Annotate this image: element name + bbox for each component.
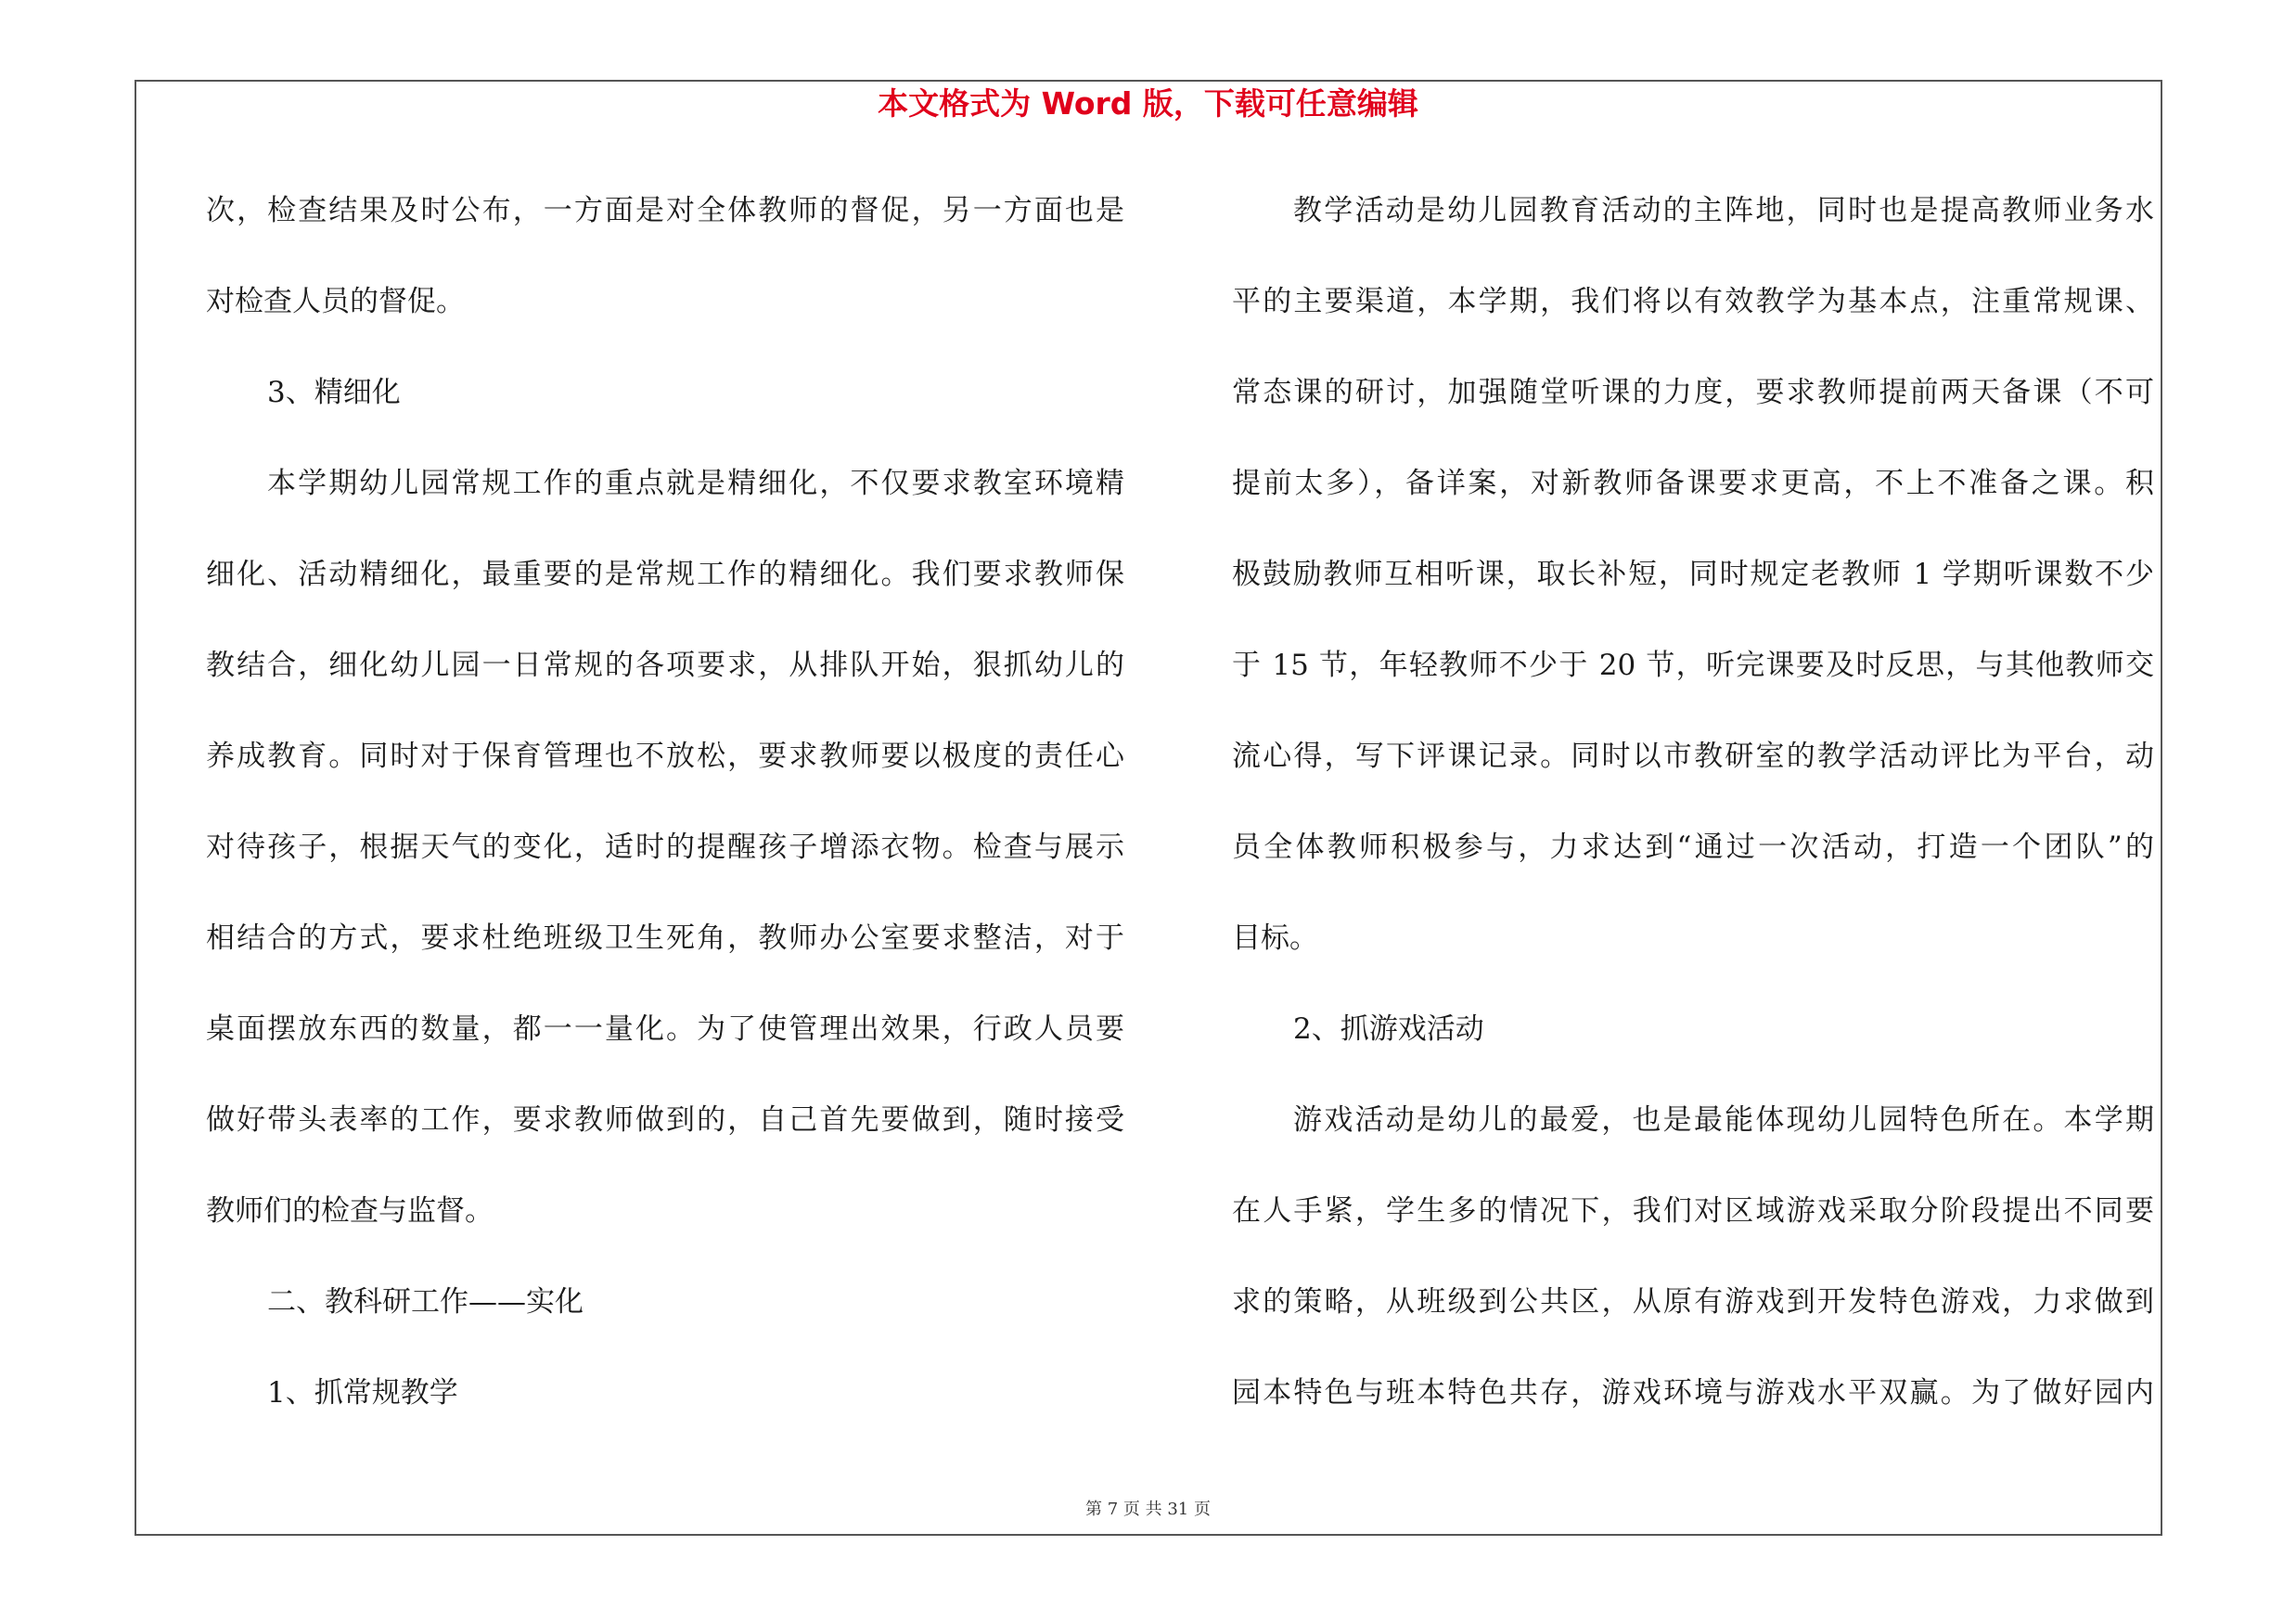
text-line: 细化、活动精细化，最重要的是常规工作的精细化。我们要求教师保 [206, 558, 1124, 591]
text-line: 极鼓励教师互相听课，取长补短，同时规定老教师 1 学期听课数不少 [1232, 558, 2154, 591]
text-line: 求的策略，从班级到公共区，从原有游戏到开发特色游戏，力求做到 [1232, 1285, 2154, 1319]
banner-word: Word [1031, 85, 1143, 122]
text-line: 本学期幼儿园常规工作的重点就是精细化，不仅要求教室环境精 [267, 467, 1124, 500]
text-line: 游戏活动是幼儿的最爱，也是最能体现幼儿园特色所在。本学期 [1293, 1103, 2154, 1137]
text-line: 相结合的方式，要求杜绝班级卫生死角，教师办公室要求整洁，对于 [206, 921, 1124, 955]
text-line: 桌面摆放东西的数量，都一一量化。为了使管理出效果，行政人员要 [206, 1012, 1124, 1046]
text-line: 教师们的检查与监督。 [206, 1194, 494, 1228]
text-line: 提前太多），备详案，对新教师备课要求更高，不上不准备之课。积 [1232, 467, 2154, 500]
text-line: 于 15 节，年轻教师不少于 20 节，听完课要及时反思，与其他教师交 [1232, 649, 2154, 682]
text-line: 平的主要渠道，本学期，我们将以有效教学为基本点，注重常规课、 [1232, 285, 2154, 318]
section-heading: 二、教科研工作——实化 [267, 1285, 584, 1319]
text-line: 次，检查结果及时公布，一方面是对全体教师的督促，另一方面也是 [206, 194, 1124, 227]
text-line: 目标。 [1232, 921, 1318, 955]
text-line: 对检查人员的督促。 [206, 285, 465, 318]
text-line: 养成教育。同时对于保育管理也不放松，要求教师要以极度的责任心 [206, 740, 1124, 773]
section-heading: 1、抓常规教学 [267, 1376, 458, 1410]
text-line: 教结合，细化幼儿园一日常规的各项要求，从排队开始，狠抓幼儿的 [206, 649, 1124, 682]
left-column [206, 182, 1124, 1455]
section-heading: 3、精细化 [267, 376, 401, 409]
text-line: 常态课的研讨，加强随堂听课的力度，要求教师提前两天备课（不可 [1232, 376, 2154, 409]
text-line: 教学活动是幼儿园教育活动的主阵地，同时也是提高教师业务水 [1293, 194, 2154, 227]
section-heading: 2、抓游戏活动 [1293, 1012, 1484, 1046]
header-banner [0, 84, 2296, 124]
text-line: 在人手紧，学生多的情况下，我们对区域游戏采取分阶段提出不同要 [1232, 1194, 2154, 1228]
page-footer: 第 7 页 共 31 页 [1085, 1500, 1211, 1519]
text-line: 做好带头表率的工作，要求教师做到的，自己首先要做到，随时接受 [206, 1103, 1124, 1137]
text-line: 员全体教师积极参与，力求达到“通过一次活动，打造一个团队”的 [1232, 831, 2154, 864]
text-line: 对待孩子，根据天气的变化，适时的提醒孩子增添衣物。检查与展示 [206, 831, 1124, 864]
text-line: 流心得，写下评课记录。同时以市教研室的教学活动评比为平台，动 [1232, 740, 2154, 773]
text-line: 园本特色与班本特色共存，游戏环境与游戏水平双赢。为了做好园内 [1232, 1376, 2154, 1410]
banner-suffix: 版，下载可任意编辑 [1142, 85, 1418, 122]
banner-prefix: 本文格式为 [878, 85, 1032, 122]
right-column [1232, 182, 2154, 1455]
